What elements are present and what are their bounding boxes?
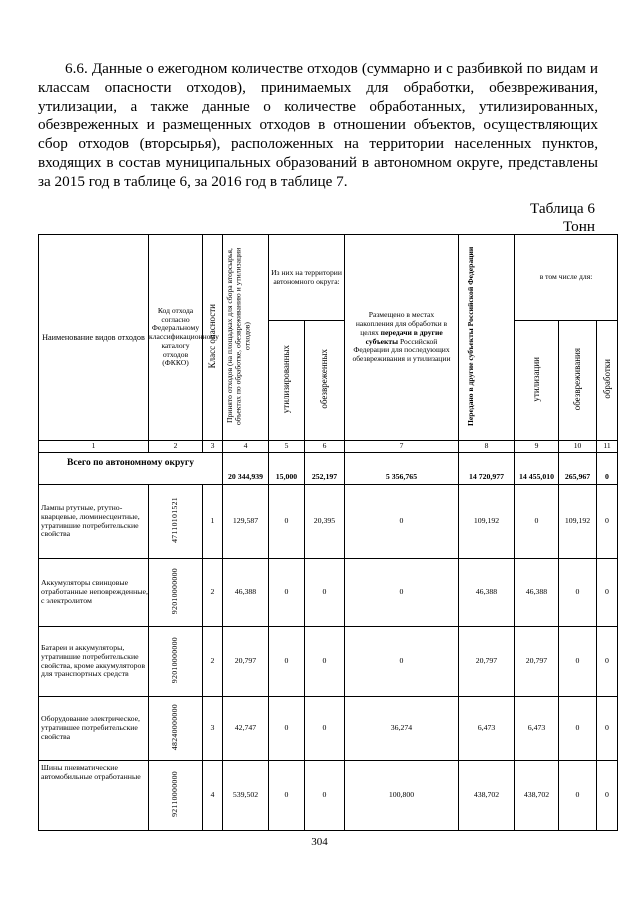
table-row: Аккумуляторы свинцовые отработанные неповрежденные, с электролитом 92010000000 2 46,388 0 0 0 46,388 46,388 0 0 — [39, 559, 618, 627]
intro-paragraph: 6.6. Данные о ежегодном количестве отходов (суммарно и с разбивкой по видам и классам опасности отходов), принимаемых для обработки, обезвреживания, утилизации, а также данные о количестве обработанных, утилизированных, обезвреженных и размещенных отходов в отношении объектов, осуществляющих сбор отходов (вторсырья), расположенных на территории населенных пунктов, входящих в состав муниципальных образований в автономном округе, представлены за 2015 год в таблице 6, за 2016 год в таблице 7. — [38, 60, 598, 190]
header-t-util: утилизации — [531, 356, 542, 402]
header-transferred: Передано в другие субъекты Российской Федерации — [465, 246, 475, 426]
header-placed: Размещено в местах накопления для обработки в целях передачи в другие субъекты Российской Федерации для последующих обезвреживания и утилизации — [345, 235, 459, 441]
header-t-neut: обезвреживания — [572, 347, 583, 411]
header-name: Наименование видов отходов — [39, 235, 149, 441]
table-caption: Таблица 6 — [530, 200, 595, 217]
header-accepted: Принято отходов (на площадках для сбора вторсырья, объектах по обработке, обезвреживанию и утилизации отходов) — [224, 247, 251, 425]
header-t-proc: обработки — [601, 359, 612, 399]
column-numbers-row: 1 2 3 4 5 6 7 8 9 10 11 — [39, 441, 618, 453]
header-class: Класс опасности — [207, 303, 218, 369]
header-utilized: утилизированных — [281, 345, 292, 414]
header-including: в том числе для: — [515, 235, 618, 321]
total-row: Всего по автономному округу 20 344,939 15,000 252,197 5 356,765 14 720,977 14 455,010 265,967 0 — [39, 453, 618, 485]
table-row: Шины пневматические автомобильные отработанные 92110000000 4 539,502 0 0 100,800 438,702 438,702 0 0 — [39, 761, 618, 831]
header-of-them: Из них на территории автономного округа: — [269, 235, 345, 321]
page-number: 304 — [311, 836, 328, 848]
table-row: Батареи и аккумуляторы, утратившие потребительские свойства, кроме аккумуляторов для транспортных средств 92010000000 2 20,797 0 0 0 20,797 20,797 0 0 — [39, 627, 618, 697]
total-label: Всего по автономному округу — [39, 453, 223, 485]
header-neutralized: обезвреженных — [319, 349, 330, 409]
table-unit: Тонн — [563, 218, 595, 235]
header-code: Код отхода согласно Федеральному классификационному каталогу отходов (ФККО) — [149, 235, 203, 441]
waste-table — [38, 234, 618, 831]
table-row: Лампы ртутные, ртутно-кварцевые, люминесцентные, утратившие потребительские свойства 47110101521 1 129,587 0 20,395 0 109,192 0 109,192 0 — [39, 485, 618, 559]
table-row: Оборудование электрическое, утратившее потребительские свойства 48240000000 3 42,747 0 0 36,274 6,473 6,473 0 0 — [39, 697, 618, 761]
